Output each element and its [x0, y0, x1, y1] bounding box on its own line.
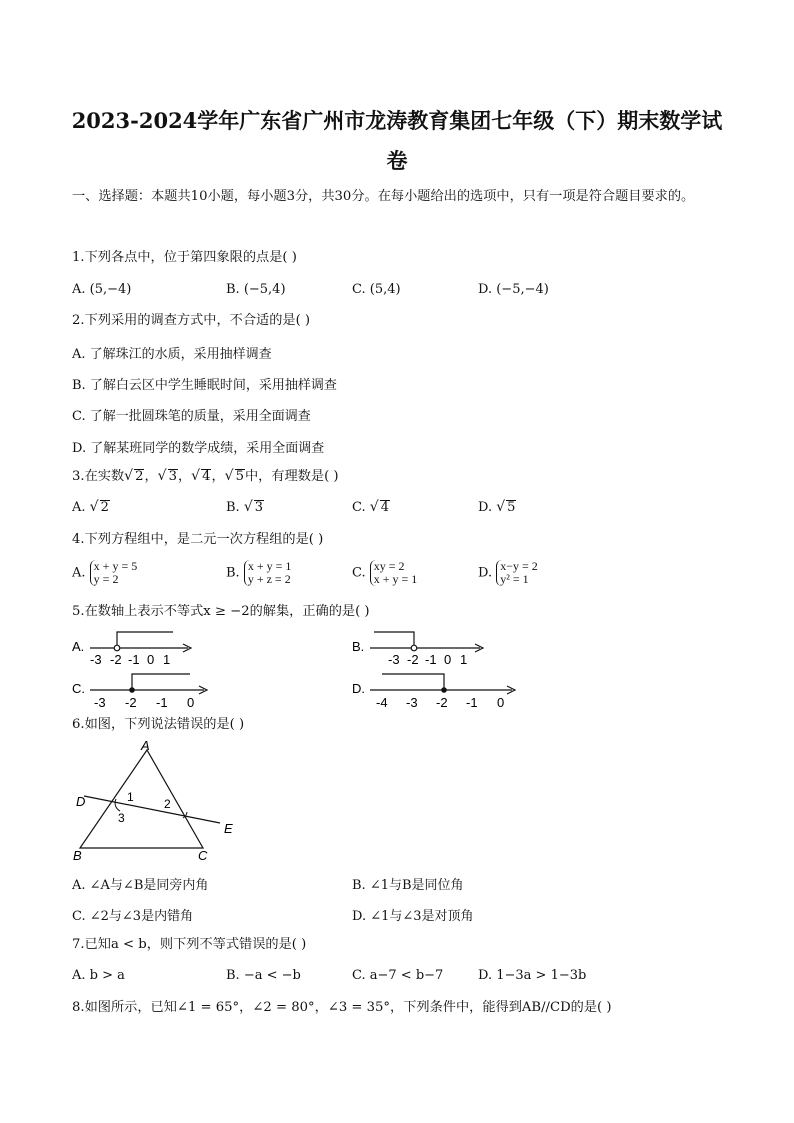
q4-option-d: D. x−y = 2 y² = 1 [478, 559, 538, 586]
q8-stem: 8.如图所示，已知∠1 = 65°，∠2 = 80°，∠3 = 35°，下列条件中，能得到AB//CD的是( ) [72, 1000, 612, 1015]
q6-label-c: C [198, 848, 208, 863]
q3-option-b: B. √ 3 [226, 499, 264, 515]
q6-option-b: B. ∠1与B是同位角 [352, 878, 464, 893]
q5-c-tick: -1 [156, 695, 168, 710]
q1-option-c: C. (5,4) [352, 282, 401, 297]
q5-option-c-axis [90, 674, 207, 710]
q6-label-b: B [73, 848, 82, 863]
q5-c-tick: 0 [187, 695, 195, 710]
q6-label-angle-3: 3 [118, 811, 125, 825]
q6-triangle-figure [70, 736, 250, 864]
q7-option-b: B. −a < −b [226, 968, 301, 983]
q6-label-e: E [224, 821, 233, 836]
q6-label-angle-1: 1 [127, 790, 134, 804]
q5-stem: 5.在数轴上表示不等式x ≥ −2的解集，正确的是( ) [72, 604, 370, 619]
q1-option-d: D. (−5,−4) [478, 282, 549, 297]
q3-stem-suffix: 中，有理数是( ) [244, 469, 339, 484]
q3-stem: 3.在实数√ 2，√ 3，√ 4，√ 5中，有理数是( ) [72, 468, 339, 484]
q5-option-d-letter: D. [352, 681, 365, 696]
q6-label-angle-2: 2 [164, 797, 171, 811]
q5-option-a-axis [90, 632, 191, 667]
q5-option-d-axis [370, 674, 515, 710]
q1-stem: 1.下列各点中，位于第四象限的点是( ) [72, 250, 297, 265]
q1-option-b: B. (−5,4) [226, 282, 286, 297]
q5-b-tick: -2 [407, 652, 419, 667]
q5-a-tick: 1 [163, 652, 171, 667]
section-heading: 一、选择题：本题共10小题，每小题3分，共30分。在每小题给出的选项中，只有一项是符合题目要求的。 [72, 189, 695, 204]
q3-radicand-5: 5 [235, 469, 244, 484]
q5-option-b-axis [370, 632, 483, 667]
q3-radicand-4: 4 [202, 469, 211, 484]
q6-label-d: D [76, 794, 86, 809]
q5-option-b-letter: B. [352, 639, 365, 654]
q5-a-tick: -1 [128, 652, 140, 667]
q5-option-a-letter: A. [72, 639, 85, 654]
q4-stem: 4.下列方程组中，是二元一次方程组的是( ) [72, 532, 324, 547]
q3-stem-prefix: 3.在实数 [72, 469, 125, 484]
q3-option-d: D. √ 5 [478, 499, 516, 515]
q5-b-tick: -1 [425, 652, 437, 667]
q6-stem: 6.如图，下列说法错误的是( ) [72, 717, 245, 732]
q3-option-a: A. √ 2 [72, 499, 109, 515]
q4-option-c: C. xy = 2 x + y = 1 [352, 559, 418, 586]
q7-stem: 7.已知a < b，则下列不等式错误的是( ) [72, 937, 307, 952]
q5-b-tick: 1 [460, 652, 468, 667]
q5-a-tick: -2 [110, 652, 122, 667]
q5-number-lines [70, 626, 730, 716]
q6-label-a: A [141, 738, 150, 753]
q5-c-tick: -3 [94, 695, 106, 710]
q5-d-tick: -3 [406, 695, 418, 710]
q5-option-c-letter: C. [72, 681, 85, 696]
q6-option-c: C. ∠2与∠3是内错角 [72, 909, 194, 924]
q3-radicand-2: 2 [135, 469, 144, 484]
q5-b-tick: 0 [444, 652, 452, 667]
q4-option-a: A. x + y = 5 y = 2 [72, 559, 138, 586]
q6-option-d: D. ∠1与∠3是对顶角 [352, 909, 474, 924]
q2-option-d: D. 了解某班同学的数学成绩，采用全面调查 [72, 441, 325, 456]
exam-title-line1: 2023-2024学年广东省广州市龙涛教育集团七年级（下）期末数学试 [71, 108, 723, 133]
q5-d-tick: 0 [497, 695, 505, 710]
q5-d-tick: -4 [376, 695, 388, 710]
q3-option-c: C. √ 4 [352, 499, 389, 515]
q5-d-tick: -1 [466, 695, 478, 710]
q4-option-b: B. x + y = 1 y + z = 2 [226, 559, 292, 586]
q5-a-tick: 0 [147, 652, 155, 667]
q5-d-tick: -2 [436, 695, 448, 710]
q7-option-c: C. a−7 < b−7 [352, 968, 444, 983]
q5-c-tick: -2 [125, 695, 137, 710]
q2-stem: 2.下列采用的调查方式中，不合适的是( ) [72, 313, 311, 328]
q5-b-tick: -3 [388, 652, 400, 667]
q3-radicand-3: 3 [168, 469, 177, 484]
q7-option-d: D. 1−3a > 1−3b [478, 968, 587, 983]
q6-option-a: A. ∠A与∠B是同旁内角 [72, 878, 209, 893]
q2-option-a: A. 了解珠江的水质，采用抽样调查 [72, 347, 272, 362]
q7-option-a: A. b > a [72, 968, 125, 983]
q2-option-c: C. 了解一批圆珠笔的质量，采用全面调查 [72, 409, 311, 424]
q2-option-b: B. 了解白云区中学生睡眠时间，采用抽样调查 [72, 378, 337, 393]
q5-a-tick: -3 [90, 652, 102, 667]
q1-option-a: A. (5,−4) [72, 282, 132, 297]
exam-title-line2: 卷 [386, 148, 408, 173]
